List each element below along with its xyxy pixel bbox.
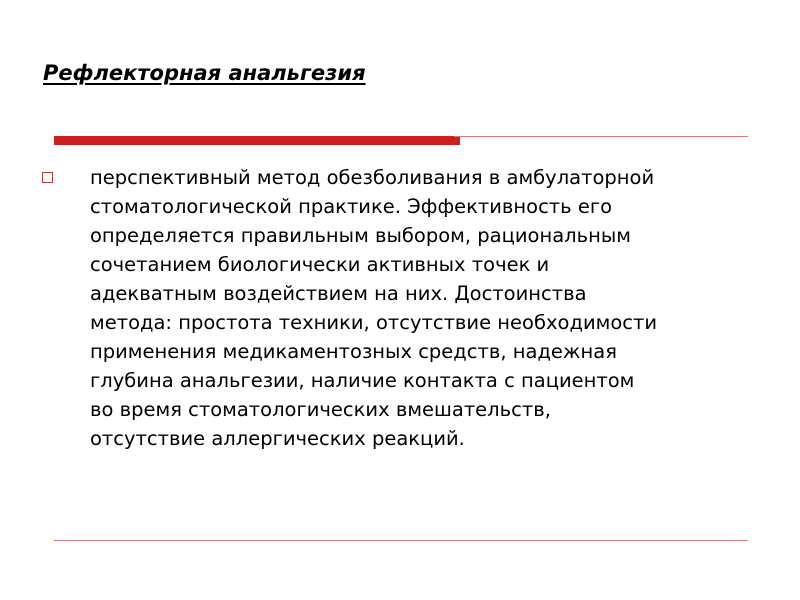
slide-title: Рефлекторная анальгезия — [43, 61, 366, 85]
bullet-text: перспективный метод обезболивания в амбулаторной стоматологической практике. Эффективность его определяется правильным выбором, рациональным сочетанием биологически активных точек и адекватным воздействием на них. Достоинства метода: простота техники, отсутствие необходимости применения медикаментозных средств, надежная глубина анальгезии, наличие контакта с пациентом во время стоматологических вмешательств, отсутствие аллергических реакций. — [90, 166, 658, 450]
accent-rule-thin — [454, 136, 748, 137]
footer-rule — [54, 540, 748, 541]
hollow-square-bullet-icon — [42, 172, 53, 183]
accent-rule-thick — [54, 136, 460, 145]
